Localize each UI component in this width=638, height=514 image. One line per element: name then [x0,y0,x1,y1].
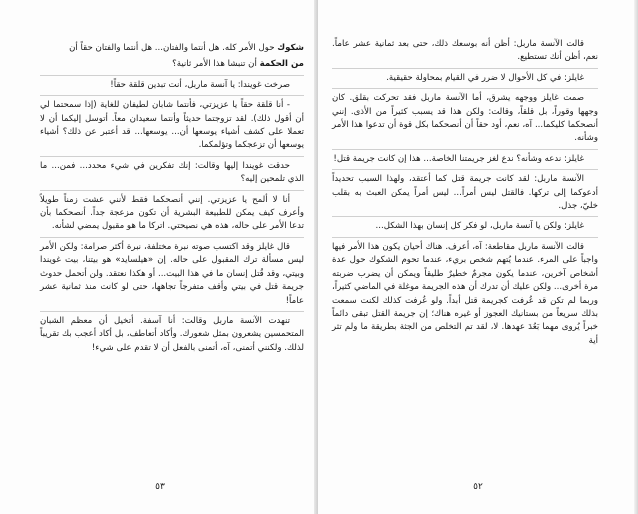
divider [332,68,598,69]
right-paragraph-6: غايلز: ولكن يا آنسة ماربل، لو فكر كل إنسان بهذا الشكل... [375,221,584,232]
left-paragraph-2: من الحكمة أن تنبشا هذا الأمر ثانية؟ [172,59,304,70]
divider [40,190,304,191]
left-paragraph-1: شكوك حول الأمر كله. هل أنتما والفتان... هل أنتما والفتان حقاً أن [69,43,304,53]
divider [40,156,304,157]
left-paragraph-3: صرخت غويندا: يا آنسة ماربل، أنت تبدين قلقة حقاً! [110,79,290,90]
divider [40,95,304,96]
right-paragraph-7: قالت الآنسة ماربل مقاطعة: آه، أعرف. هناك أحيان يكون هذا الأمر فيها واجباً على المرء. عندما يُتهم شخص بريء، عندما تحوم الشكوك حول عدة أشخاص آخرين، عندما يكون مجرمٌ خطيرٌ طليقاً ويمكن أن يضرب ضربته مرة أخرى... ولكن عليك أن تدرك أن هذه الجريمة موغلة في الماضي كثيراً، وربما لم تكن قد عُرفت كجريمة قتل أبداً. ولو عُرفت كذلك لكنت سمعت بذلك سريعاً من بستانيك العجوز أو غيره هناك؛ إن جريمة القتل تبقى دائماً خبراً يُروى مهما بَعُدَ عهدها. لا، لقد تم التخلص من الجثة بطريقة ما ولم تثر أية [332,241,598,346]
right-paragraph-1: قالت الآنسة ماربل: أظن أنه بوسعك ذلك، حتى بعد ثمانية عشر عاماً. نعم، أظن أنك تستطيع. [332,39,598,63]
right-paragraph-4: غايلز: ندعه وشأنه؟ ندع لغز جريمتنا الخاصة... هذا إن كانت جريمة قتل! [333,153,584,164]
right-paragraph-2: غايلز: في كل الأحوال لا ضرر في القيام بمحاولة حقيقية. [386,72,584,83]
left-paragraph-5: حدقت غويندا إليها وقالت: إنك تفكرين في شيء محدد... فمن... ما الذي تلمحين إليه؟ [40,160,304,185]
right-page-text [332,38,598,348]
divider [332,169,598,170]
divider [332,149,598,150]
divider [40,75,304,76]
divider [332,88,598,89]
left-paragraph-8: تنهدت الآنسة ماربل وقالت: أنا آسفة. أتخيل أن معظم الشبان المتحمسين يشعرون بمثل شعورك. وأكاد أتعاطف، بل أكاد أعجب بك تقريباً لذلك. ولكنني أتمنى، آه، أتمنى بالفعل أن لا تقدم على شيء! [40,315,304,353]
page-number-right: ٥٢ [473,482,483,492]
right-paragraph-3: صمت غايلز ووجهه يشرق، أما الآنسة ماربل فقد تحركت بقلق. كان وجهها وقوراً، بل قلقاً، وقالت: ولكن هذا قد يسبب كثيراً من الأذى. إنني أنصحكما كليكما... آه، نعم، أود حقاً أن أنصحكما بكل قوة أن تدعوا هذا الأمر وشأنه. [332,93,598,144]
left-page-text [40,42,304,355]
divider [332,237,598,238]
page-number-left: ٥٣ [155,482,165,492]
divider [332,216,598,217]
divider [40,237,304,238]
divider [40,311,304,312]
right-page [318,0,638,514]
left-page [0,0,318,514]
left-paragraph-4: - أنا قلقة حقاً يا عزيزتي، فأنتما شابان لطيفان للغاية (إذا سمحتما لي أن أقول ذلك). لقد تزوجتما حديثاً وأنتما سعيدان معاً. أتوسل إليكما أن لا تعملا على كشف أشياء يوسعها أن... يوسعها... قد أعتبر عن ذلك؟ أشياء يوسعها أن تزعجكما وتؤلمكما. [40,100,304,151]
right-page-edge [634,0,638,514]
left-paragraph-7: قال غايلز وقد اكتسب صوته نبرة مختلفة، نبرة أكثر صرامة: ولكن الأمر ليس مسألة ترك المقبول على حاله. إن «هيلسايد» هو بيتنا، بيت غويندا وبيتي، وقد قُتل إنسان ما في هذا البيت... أو هكذا نعتقد. ولن أتحمل حدوث جريمة قتل في بيتي وأقف متفرجاً تجاهها، حتى لو كانت منذ ثمانية عشر عاماً! [40,241,304,306]
left-paragraph-6: أنا لا ألمح يا عزيزتي. إنني أنصحكما فقط لأنني عشت زمناً طويلاً وأعرف كيف يمكن للطبيعة البشرية أن تكون مزعجة جداً. أنصحكما بأن تدعا الأمر على حاله، هذه هي نصيحتي. اتركا ما هو مقبول يمضي لشأنه. [40,194,304,232]
right-paragraph-5: الآنسة ماربل: لقد كانت جريمة قتل كما أعتقد، ولهذا السبب تحديداً أدعوكما إلى تركها. فالقتل ليس أمراً... ليس أمراً يمكن العبث به بقلب خليّ، جذل. [332,174,598,212]
